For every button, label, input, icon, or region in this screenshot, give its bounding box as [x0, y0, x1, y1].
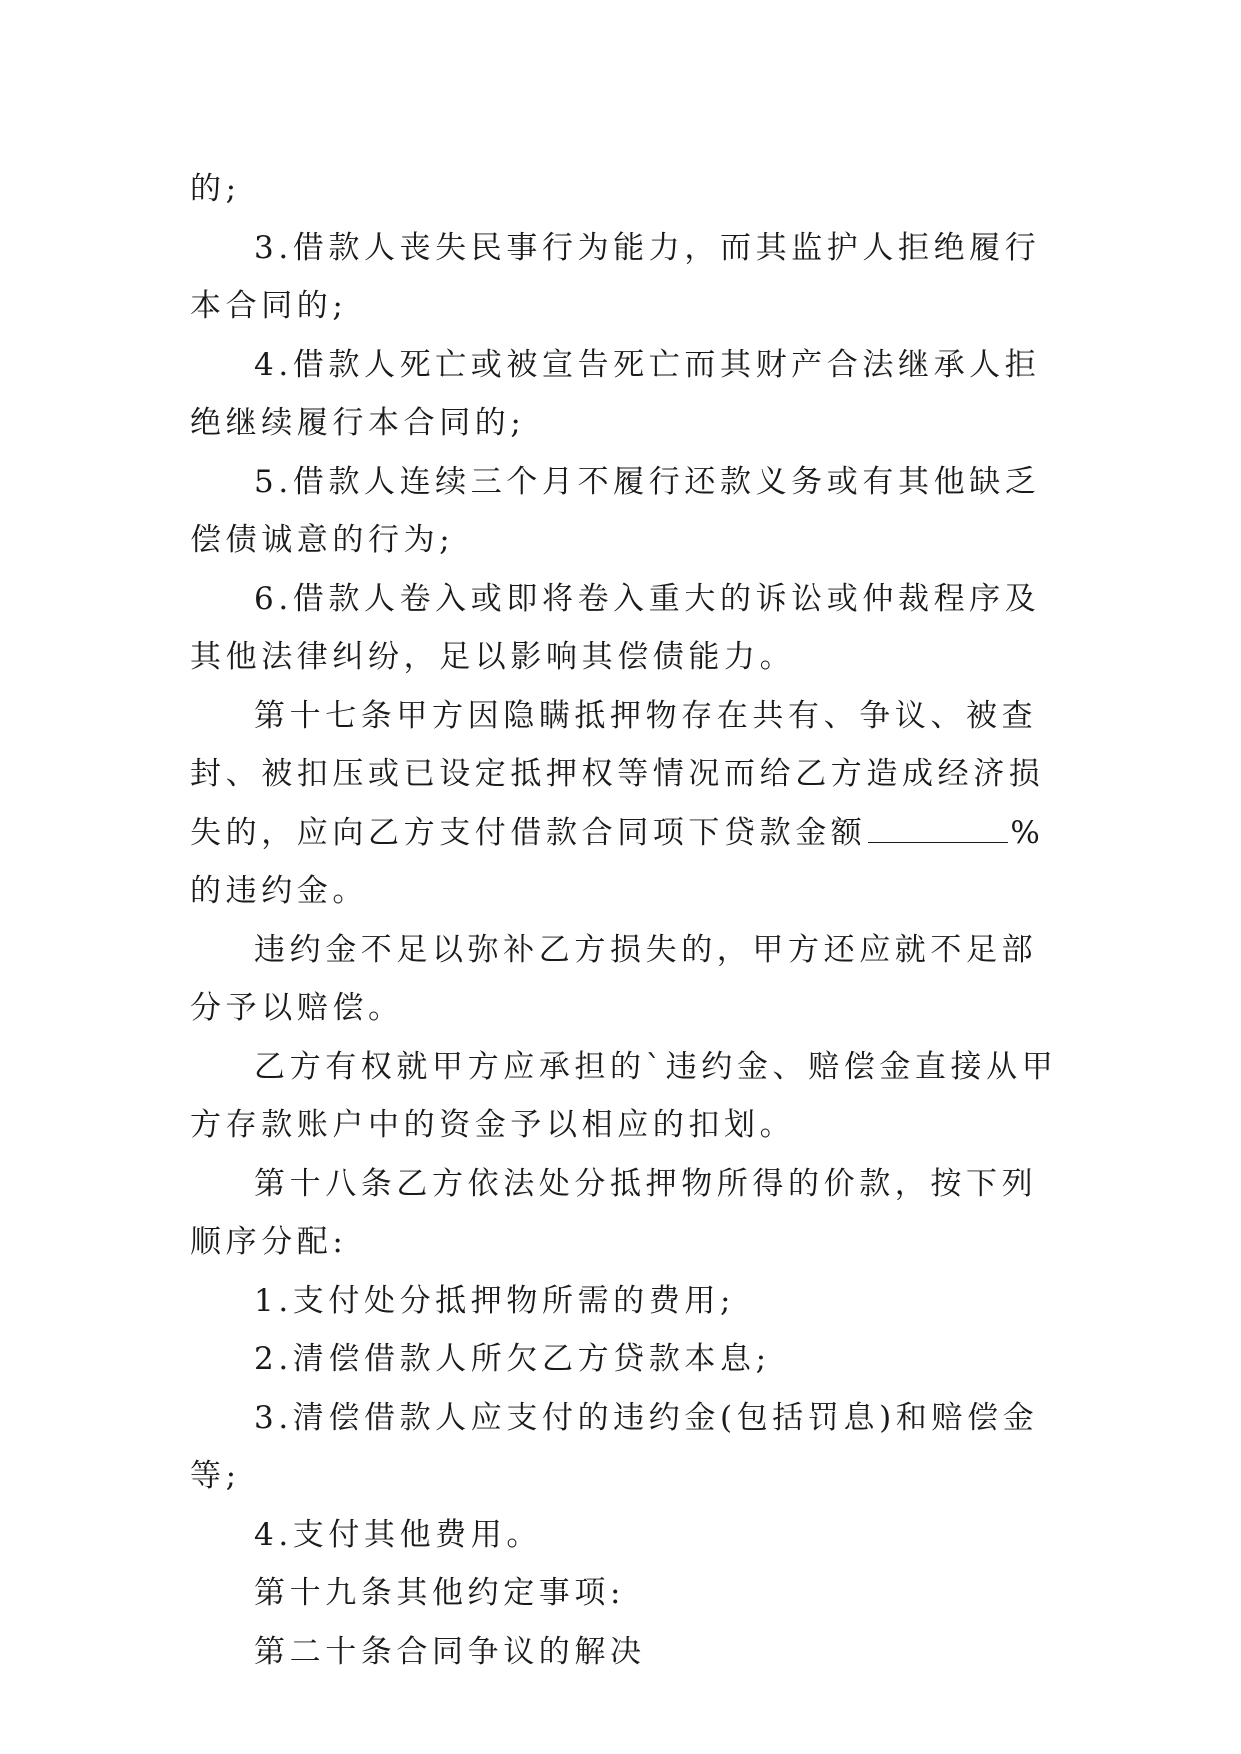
- paragraph-distribution-4: 4.支付其他费用。: [254, 1516, 542, 1553]
- paragraph-item-4: 4.借款人死亡或被宣告死亡而其财产合法继承人拒绝继续履行本合同的;: [190, 346, 1041, 441]
- paragraph-deduction-right: 乙方有权就甲方应承担的`违约金、赔偿金直接从甲方存款账户中的资金予以相应的扣划。: [190, 1048, 1058, 1143]
- fill-in-blank: [868, 840, 1008, 843]
- paragraph-item-3: 3.借款人丧失民事行为能力，而其监护人拒绝履行本合同的;: [190, 229, 1041, 324]
- article-17-text-after: %的违约金。: [190, 814, 1045, 909]
- paragraph-distribution-2: 2.清偿借款人所欠乙方贷款本息;: [254, 1341, 771, 1377]
- paragraph-continuation: 的;: [190, 171, 241, 207]
- paragraph-article-19: 第十九条其他约定事项:: [254, 1575, 626, 1611]
- paragraph-distribution-3: 3.清偿借款人应支付的违约金(包括罚息)和赔偿金等;: [190, 1399, 1039, 1494]
- paragraph-article-17: [190, 687, 1060, 921]
- document-body: [190, 160, 1060, 1681]
- paragraph-distribution-1: 1.支付处分抵押物所需的费用;: [254, 1282, 736, 1319]
- paragraph-penalty-insufficient: 违约金不足以弥补乙方损失的，甲方还应就不足部分予以赔偿。: [190, 931, 1038, 1026]
- paragraph-item-5: 5.借款人连续三个月不履行还款义务或有其他缺乏偿债诚意的行为;: [190, 463, 1041, 558]
- paragraph-article-20: 第二十条合同争议的解决: [254, 1633, 646, 1670]
- article-17-text-before: 第十七条甲方因隐瞒抵押物存在共有、争议、被查封、被扣压或已设定抵押权等情况而给乙方造成经济损失的，应向乙方支付借款合同项下贷款金额: [190, 697, 1045, 851]
- paragraph-item-6: 6.借款人卷入或即将卷入重大的诉讼或仲裁程序及其他法律纠纷，足以影响其偿债能力。: [190, 580, 1041, 675]
- paragraph-article-18: 第十八条乙方依法处分抵押物所得的价款，按下列顺序分配:: [190, 1165, 1038, 1260]
